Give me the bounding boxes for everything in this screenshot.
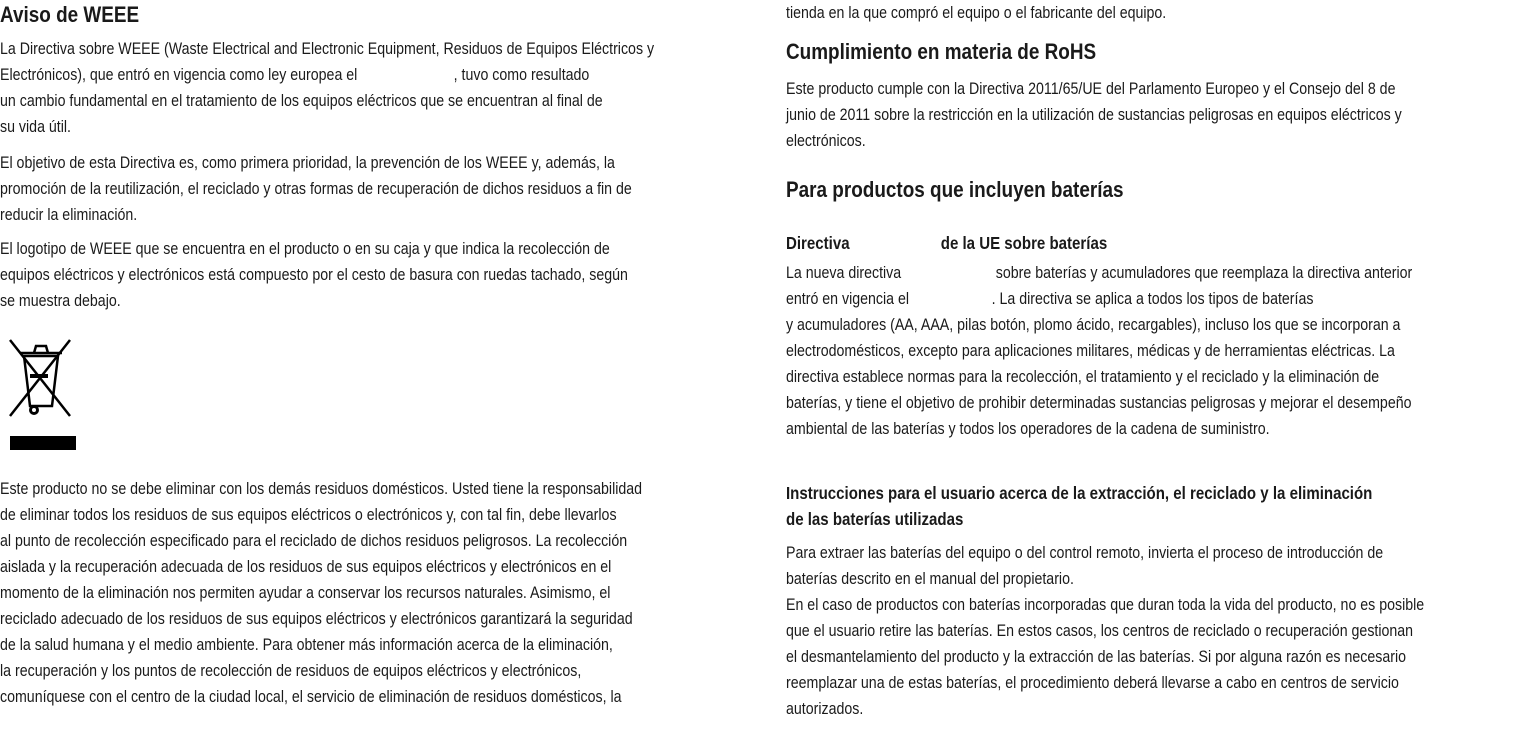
text-line: El logotipo de WEEE que se encuentra en el producto o en su caja y que indica la recolección de bbox=[0, 240, 610, 258]
text-line: En el caso de productos con baterías incorporadas que duran toda la vida del producto, no es posible bbox=[786, 596, 1425, 614]
text-line: aislada y la recuperación adecuada de los residuos de sus equipos eléctricos y electrónicos en el bbox=[0, 558, 612, 576]
text-line: baterías, y tiene el objetivo de prohibir determinadas sustancias peligrosas y mejorar el desempeño bbox=[786, 394, 1412, 412]
text-line: Este producto cumple con la Directiva 2011/65/UE del Parlamento Europeo y el Consejo del 8 de bbox=[786, 80, 1396, 98]
text-line: reemplazar una de estas baterías, el procedimiento deberá llevarse a cabo en centros de servicio bbox=[786, 674, 1399, 692]
instructions-para bbox=[786, 540, 1528, 722]
text-line: reciclado adecuado de los residuos de sus equipos eléctricos y electrónicos garantizará la seguridad bbox=[0, 610, 633, 628]
text-line: de eliminar todos los residuos de sus equipos eléctricos o electrónicos y, con tal fin, debe llevarlos bbox=[0, 506, 617, 524]
battery-title: Para productos que incluyen baterías bbox=[786, 177, 1124, 202]
text-line: se muestra debajo. bbox=[0, 292, 121, 310]
text-line: Para extraer las baterías del equipo o del control remoto, invierta el proceso de introducción de bbox=[786, 544, 1384, 562]
text-line: promoción de la reutilización, el reciclado y otras formas de recuperación de dichos residuos a fin de bbox=[0, 180, 632, 198]
instructions-title: Instrucciones para el usuario acerca de la extracción, el reciclado y la eliminación de las baterías utilizadas bbox=[786, 483, 1373, 529]
weee-para-4 bbox=[0, 476, 747, 710]
text-line: el desmantelamiento del producto y la extracción de las baterías. Si por alguna razón es necesario bbox=[786, 648, 1406, 666]
text-line: baterías descrito en el manual del propietario. bbox=[786, 570, 1074, 588]
text-line: reducir la eliminación. bbox=[0, 206, 138, 224]
crossed-out-wheelie-bin-icon bbox=[6, 336, 76, 456]
text-line: su vida útil. bbox=[0, 118, 71, 136]
text-line: comuníquese con el centro de la ciudad local, el servicio de eliminación de residuos domésticos, la bbox=[0, 688, 622, 706]
text-line: electrodomésticos, excepto para aplicaciones militares, médicas y de herramientas eléctricas. La bbox=[786, 342, 1395, 360]
directive-heading: Directiva de la UE sobre baterías bbox=[786, 233, 1108, 253]
text-line: la recuperación y los puntos de recolección de residuos de equipos eléctricos y electrónicos, bbox=[0, 662, 582, 680]
weee-para-1 bbox=[0, 36, 761, 140]
weee-title: Aviso de WEEE bbox=[0, 2, 140, 27]
text-line: equipos eléctricos y electrónicos está compuesto por el cesto de basura con ruedas tachado, según bbox=[0, 266, 628, 284]
text-line: momento de la eliminación nos permiten ayudar a conservar los recursos naturales. Asimismo, el bbox=[0, 584, 611, 602]
text-line: un cambio fundamental en el tratamiento de los equipos eléctricos que se encuentran al final de bbox=[0, 92, 603, 110]
weee-para-2 bbox=[0, 150, 735, 228]
text-line: directiva establece normas para la recolección, el tratamiento y el reciclado y la eliminación de bbox=[786, 368, 1380, 386]
text-line: ambiental de las baterías y todos los operadores de la cadena de suministro. bbox=[786, 420, 1270, 438]
text-line: autorizados. bbox=[786, 700, 864, 718]
wheelie-bin-svg bbox=[6, 336, 76, 432]
text-line: La Directiva sobre WEEE (Waste Electrical and Electronic Equipment, Residuos de Equipos Eléctricos y bbox=[0, 40, 655, 58]
rohs-title: Cumplimiento en materia de RoHS bbox=[786, 39, 1097, 64]
text-line: El objetivo de esta Directiva es, como primera prioridad, la prevención de los WEEE y, además, la bbox=[0, 154, 615, 172]
text-line: Electrónicos), que entró en vigencia como ley europea el , tuvo como resultado bbox=[0, 66, 590, 84]
continuation-text: tienda en la que compró el equipo o el fabricante del equipo. bbox=[786, 4, 1167, 22]
text-line: electrónicos. bbox=[786, 132, 866, 150]
black-bar bbox=[10, 436, 76, 450]
text-line: entró en vigencia el . La directiva se aplica a todos los tipos de baterías bbox=[786, 290, 1314, 308]
text-line: que el usuario retire las baterías. En estos casos, los centros de reciclado o recuperación gestionan bbox=[786, 622, 1414, 640]
text-line: Este producto no se debe eliminar con los demás residuos domésticos. Usted tiene la responsabilidad bbox=[0, 480, 643, 498]
text-line: y acumuladores (AA, AAA, pilas botón, plomo ácido, recargables), incluso los que se incorporan a bbox=[786, 316, 1401, 334]
text-line: junio de 2011 sobre la restricción en la utilización de sustancias peligrosas en equipos eléctricos y bbox=[786, 106, 1402, 124]
text-line: La nueva directiva sobre baterías y acumuladores que reemplaza la directiva anterior bbox=[786, 264, 1413, 282]
text-line: de la salud humana y el medio ambiente. Para obtener más información acerca de la eliminación, bbox=[0, 636, 613, 654]
rohs-para bbox=[786, 76, 1502, 154]
directive-para bbox=[786, 260, 1514, 442]
text-line: al punto de recolección especificado para el reciclado de dichos residuos peligrosos. La recolección bbox=[0, 532, 628, 550]
weee-para-3 bbox=[0, 236, 730, 314]
